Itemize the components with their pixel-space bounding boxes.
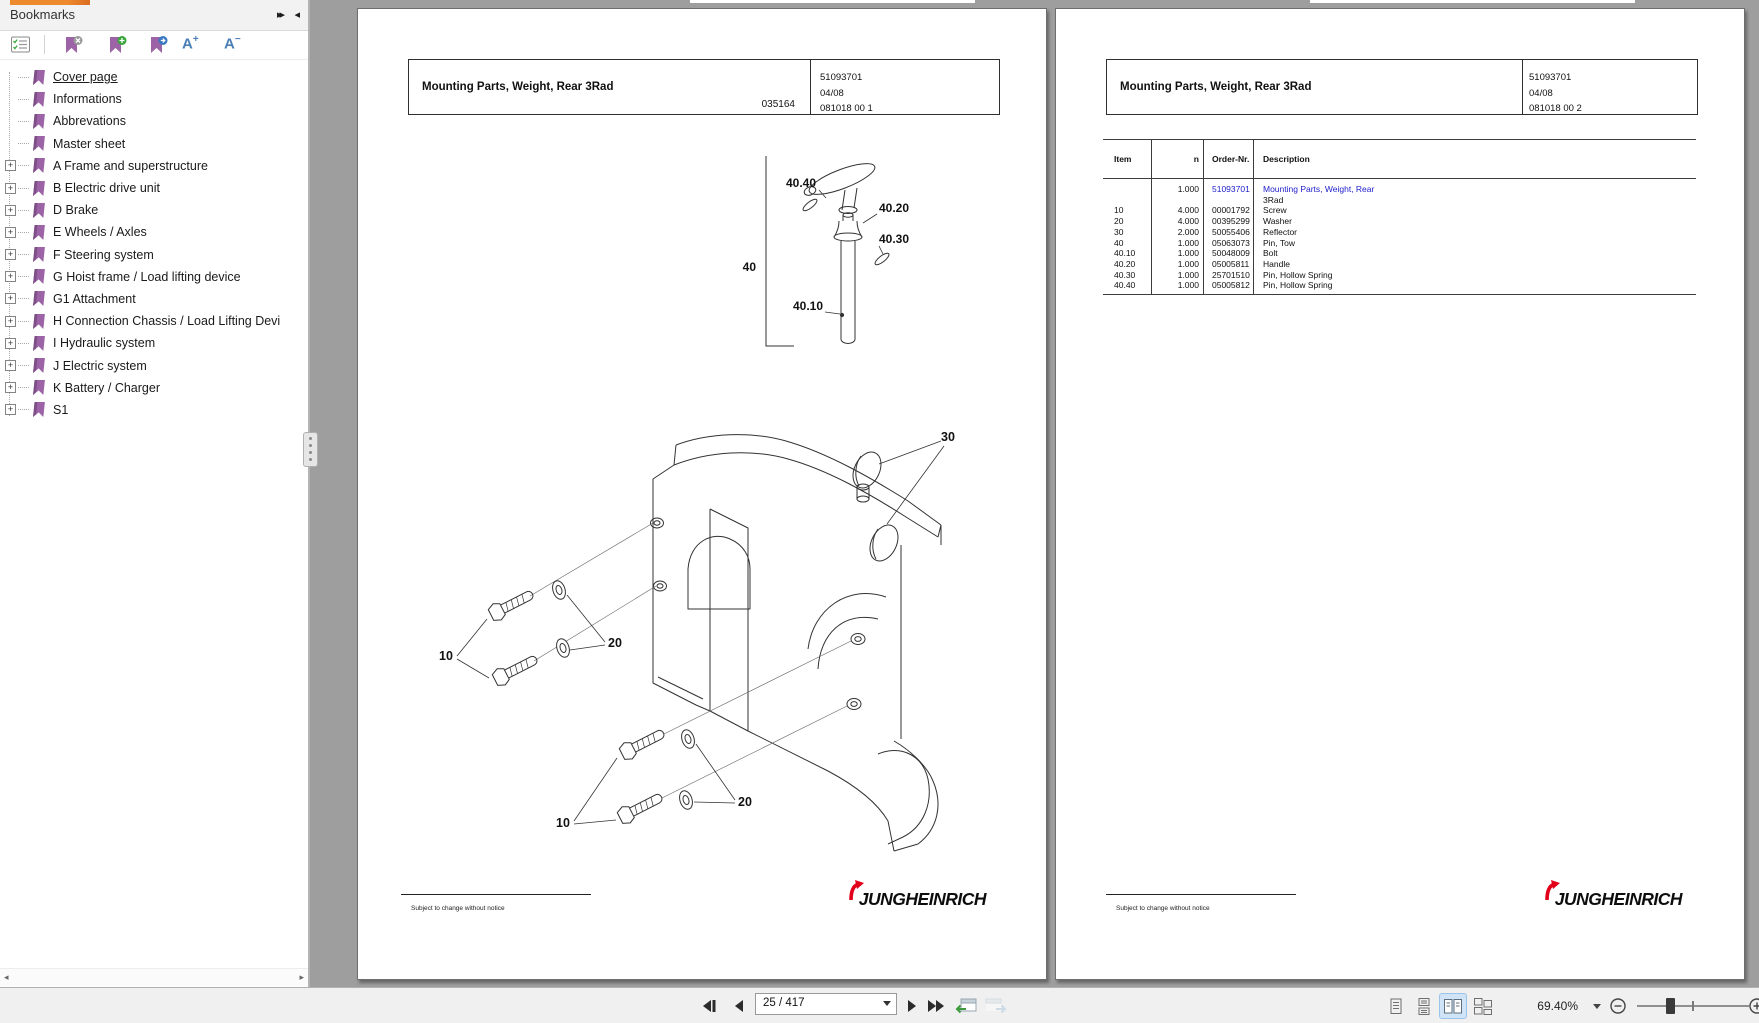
parts-table-row xyxy=(1103,248,1696,259)
locate-bookmark-icon[interactable] xyxy=(149,35,168,55)
cell-description xyxy=(1253,227,1696,238)
parts-table-row xyxy=(1103,184,1696,205)
bookmark-item[interactable] xyxy=(0,399,308,421)
previous-spread-left-page-edge xyxy=(690,0,975,3)
bookmark-label[interactable]: Abbrevations xyxy=(53,114,126,129)
bookmark-icon xyxy=(30,91,47,108)
single-page-icon[interactable] xyxy=(1383,994,1409,1018)
expand-toggle-icon[interactable] xyxy=(5,293,16,304)
footer-rule xyxy=(401,894,591,895)
sheet-number: 035164 xyxy=(761,99,795,110)
tree-connector xyxy=(18,121,29,122)
tree-connector xyxy=(18,254,29,255)
bookmark-icon xyxy=(30,135,47,152)
bookmark-item[interactable] xyxy=(0,66,308,88)
cell-item: 40.30 xyxy=(1114,269,1136,280)
bookmark-icon xyxy=(30,157,47,174)
diagram-label-30: 30 xyxy=(941,430,955,444)
decrease-text-icon[interactable]: A− xyxy=(224,34,241,53)
bookmark-label[interactable]: S1 xyxy=(53,402,69,417)
cell-order-number[interactable]: 05063073 xyxy=(1212,237,1250,248)
bookmark-label[interactable]: J Electric system xyxy=(53,358,147,373)
cell-description xyxy=(1253,248,1696,259)
cell-order-number[interactable]: 00395299 xyxy=(1212,216,1250,227)
logo-text: JUNGHEINRICH xyxy=(858,889,986,909)
bookmark-item[interactable] xyxy=(0,244,308,266)
first-page-icon[interactable] xyxy=(698,994,720,1018)
cell-description xyxy=(1253,259,1696,270)
tree-connector xyxy=(18,365,29,366)
expand-toggle-icon[interactable] xyxy=(5,183,16,194)
diagram-label-20-lower: 20 xyxy=(738,795,752,809)
tree-connector xyxy=(18,188,29,189)
diagram-label-40: 40 xyxy=(742,260,756,274)
zoom-slider-tick xyxy=(1692,1001,1694,1011)
cell-quantity: 1.000 xyxy=(1177,280,1199,291)
bookmark-icon xyxy=(30,69,47,86)
bookmark-label[interactable]: D Brake xyxy=(53,203,99,218)
cell-quantity: 1.000 xyxy=(1177,258,1199,269)
diagram-label-10-lower: 10 xyxy=(556,816,570,830)
parts-table-row xyxy=(1103,270,1696,281)
bookmark-icon xyxy=(30,379,47,396)
diagram-label-40-10: 40.10 xyxy=(792,299,823,313)
table-header-rule xyxy=(1103,178,1696,179)
bookmark-icon xyxy=(30,313,47,330)
diagram-label-40-40: 40.40 xyxy=(785,176,816,190)
date: 04/08 xyxy=(1529,87,1553,99)
drawing-code: 081018 00 2 xyxy=(1529,103,1582,114)
footer-rule xyxy=(1106,894,1296,895)
panel-title: Bookmarks xyxy=(10,7,76,22)
parts-table-row xyxy=(1103,227,1696,238)
previous-spread-right-page-edge xyxy=(1310,0,1635,3)
zoom-dropdown-icon[interactable] xyxy=(1593,1004,1601,1009)
tree-connector xyxy=(18,321,29,322)
expand-toggle-icon[interactable] xyxy=(5,249,16,260)
options-icon[interactable] xyxy=(10,35,31,54)
cell-quantity: 4.000 xyxy=(1177,216,1199,227)
tree-connector xyxy=(18,409,29,410)
tree-connector xyxy=(18,387,29,388)
bookmark-item[interactable] xyxy=(0,288,308,310)
expand-toggle-icon[interactable] xyxy=(5,271,16,282)
bookmark-item[interactable] xyxy=(0,133,308,155)
exploded-parts-diagram xyxy=(358,9,1048,981)
bookmark-label[interactable]: G Hoist frame / Load lifting device xyxy=(53,269,241,284)
jungheinrich-logo xyxy=(1545,889,1682,910)
bookmark-icon xyxy=(30,113,47,130)
cell-order-number[interactable]: 05005812 xyxy=(1212,280,1250,291)
cell-order-number[interactable]: 50055406 xyxy=(1212,226,1250,237)
previous-view-icon[interactable] xyxy=(953,994,979,1018)
col-header-item: Item xyxy=(1114,153,1132,164)
bookmark-label[interactable]: A Frame and superstructure xyxy=(53,158,208,173)
drawing-title: Mounting Parts, Weight, Rear 3Rad xyxy=(422,81,614,93)
sidebar-horizontal-scrollbar[interactable] xyxy=(0,968,308,986)
bookmark-label[interactable]: I Hydraulic system xyxy=(53,336,156,351)
bookmark-label[interactable]: Informations xyxy=(53,92,122,107)
cell-order-number[interactable]: 50048009 xyxy=(1212,248,1250,259)
description-line: Screw xyxy=(1263,205,1287,216)
bookmark-label[interactable]: G1 Attachment xyxy=(53,291,136,306)
bookmark-item[interactable] xyxy=(0,221,308,243)
diagram-label-40-30: 40.30 xyxy=(879,232,910,246)
diagram-label-10-upper: 10 xyxy=(439,649,453,663)
tree-connector xyxy=(18,276,29,277)
bookmark-item[interactable] xyxy=(0,354,308,376)
footer-note: Subject to change without notice xyxy=(1116,905,1210,912)
cell-item: 40 xyxy=(1114,237,1124,248)
cell-quantity: 2.000 xyxy=(1177,226,1199,237)
page-number-value[interactable]: 25 / 417 xyxy=(763,997,805,1009)
col-header-n: n xyxy=(1193,153,1199,164)
scroll-left-icon[interactable]: ◂ xyxy=(4,972,9,982)
bookmark-label[interactable]: B Electric drive unit xyxy=(53,181,160,196)
cell-quantity: 4.000 xyxy=(1177,205,1199,216)
description-line: Handle xyxy=(1263,258,1290,269)
expand-toggle-icon[interactable] xyxy=(5,382,16,393)
bookmark-item[interactable] xyxy=(0,177,308,199)
scroll-right-icon[interactable]: ▸ xyxy=(299,972,304,982)
col-header-description: Description xyxy=(1263,153,1310,164)
bookmark-icon xyxy=(30,401,47,418)
bookmark-label[interactable]: K Battery / Charger xyxy=(53,380,160,395)
next-page-icon[interactable] xyxy=(901,994,923,1018)
page-dropdown-icon[interactable] xyxy=(883,1001,891,1006)
bookmark-label[interactable]: E Wheels / Axles xyxy=(53,225,147,240)
zoom-level-value[interactable]: 69.40% xyxy=(1537,999,1578,1013)
logo-arrow-icon xyxy=(1544,880,1560,902)
header-numbers xyxy=(1529,60,1582,117)
bookmark-icon xyxy=(30,180,47,197)
tree-connector xyxy=(18,165,29,166)
expand-toggle-icon[interactable] xyxy=(5,160,16,171)
zoom-slider-thumb[interactable] xyxy=(1666,998,1675,1014)
expand-toggle-icon[interactable] xyxy=(5,338,16,349)
add-bookmark-icon[interactable] xyxy=(108,35,127,55)
cell-item: 10 xyxy=(1114,205,1124,216)
cell-order-number[interactable]: 25701510 xyxy=(1212,269,1250,280)
part-number: 51093701 xyxy=(820,72,863,83)
bookmark-item[interactable] xyxy=(0,377,308,399)
two-page-continuous-icon[interactable] xyxy=(1470,994,1496,1018)
panel-resize-grabber[interactable] xyxy=(303,432,318,467)
parts-table-header xyxy=(1103,139,1696,178)
cell-description xyxy=(1253,216,1696,227)
continuous-icon[interactable] xyxy=(1411,994,1437,1018)
col-header-order: Order-Nr. xyxy=(1212,153,1250,164)
description-line: Pin, Tow xyxy=(1263,237,1295,248)
last-page-icon[interactable] xyxy=(925,994,947,1018)
description-line: Bolt xyxy=(1263,248,1278,259)
bookmark-icon xyxy=(30,268,47,285)
bookmark-label[interactable]: H Connection Chassis / Load Lifting Devi xyxy=(53,314,281,329)
cell-description xyxy=(1253,205,1696,216)
bookmark-icon xyxy=(30,335,47,352)
cell-quantity: 1.000 xyxy=(1177,237,1199,248)
page-header-box xyxy=(1106,59,1698,115)
bookmark-item[interactable] xyxy=(0,310,308,332)
cell-item: 30 xyxy=(1114,226,1124,237)
expand-toggle-icon[interactable] xyxy=(5,205,16,216)
cell-quantity: 1.000 xyxy=(1177,184,1199,194)
cell-description xyxy=(1253,184,1696,205)
drawing-code: 081018 00 1 xyxy=(820,103,873,114)
cell-order-number[interactable]: 00001792 xyxy=(1212,205,1250,216)
parts-table-body xyxy=(1103,184,1696,291)
bookmark-item[interactable] xyxy=(0,88,308,110)
parts-table-row xyxy=(1103,205,1696,216)
bookmarks-panel xyxy=(0,0,310,987)
zoom-in-icon[interactable] xyxy=(1749,998,1759,1014)
tree-connector xyxy=(18,143,29,144)
cell-order-number[interactable]: 05005811 xyxy=(1212,258,1250,269)
expand-toggle-icon[interactable] xyxy=(5,227,16,238)
next-view-icon[interactable] xyxy=(983,994,1009,1018)
cell-description xyxy=(1253,280,1696,291)
two-page-icon[interactable] xyxy=(1440,994,1466,1018)
tree-connector xyxy=(18,232,29,233)
tree-connector xyxy=(18,210,29,211)
parts-table-row xyxy=(1103,280,1696,291)
tree-connector xyxy=(18,343,29,344)
collapse-panel-icon[interactable]: ◂ xyxy=(294,9,300,21)
bookmark-icon xyxy=(30,246,47,263)
bookmark-item[interactable] xyxy=(0,199,308,221)
previous-page-icon[interactable] xyxy=(728,994,750,1018)
diagram-label-40-20: 40.20 xyxy=(879,201,910,215)
delete-bookmark-icon[interactable] xyxy=(64,35,83,55)
description-line: Pin, Hollow Spring xyxy=(1263,280,1333,291)
logo-arrow-icon xyxy=(848,880,864,902)
parts-table-row xyxy=(1103,259,1696,270)
bookmark-icon xyxy=(30,290,47,307)
tree-connector xyxy=(18,77,29,78)
bookmark-icon xyxy=(30,202,47,219)
bookmark-item[interactable] xyxy=(0,332,308,354)
cell-item: 20 xyxy=(1114,216,1124,227)
tree-connector xyxy=(18,298,29,299)
document-page-left[interactable] xyxy=(357,8,1047,980)
window-accent-strip xyxy=(10,0,90,5)
document-page-right[interactable] xyxy=(1055,8,1745,980)
header-divider xyxy=(1522,60,1523,114)
bookmark-list xyxy=(0,66,308,421)
expand-toggle-icon[interactable] xyxy=(5,404,16,415)
description-line: Washer xyxy=(1263,216,1292,227)
bookmark-item[interactable] xyxy=(0,266,308,288)
bookmark-icon xyxy=(30,224,47,241)
cell-item: 40.10 xyxy=(1114,248,1136,259)
parts-table-row xyxy=(1103,238,1696,249)
description-line: Mounting Parts, Weight, Rear xyxy=(1263,184,1375,194)
bookmark-label[interactable]: Master sheet xyxy=(53,136,126,151)
cell-description xyxy=(1253,238,1696,249)
parts-list-title: Mounting Parts, Weight, Rear 3Rad xyxy=(1120,81,1312,93)
parts-table-row xyxy=(1103,216,1696,227)
zoom-out-icon[interactable] xyxy=(1610,998,1626,1014)
description-line-2: 3Rad xyxy=(1263,194,1284,205)
bookmark-icon xyxy=(30,357,47,374)
cell-description xyxy=(1253,270,1696,281)
cell-order-number[interactable]: 51093701 xyxy=(1212,184,1250,194)
expand-toggle-icon[interactable] xyxy=(5,316,16,327)
cell-item xyxy=(1103,184,1151,205)
cell-item: 40.20 xyxy=(1114,258,1136,269)
description-line: Pin, Hollow Spring xyxy=(1263,269,1333,280)
logo-text: JUNGHEINRICH xyxy=(1554,889,1682,909)
bookmarks-toolbar xyxy=(0,31,308,60)
expand-toggle-icon[interactable] xyxy=(5,360,16,371)
bookmark-item[interactable] xyxy=(0,110,308,132)
page-number-input[interactable] xyxy=(755,993,897,1015)
footer-note: Subject to change without notice xyxy=(411,905,505,912)
jungheinrich-logo xyxy=(849,889,986,910)
increase-text-icon[interactable]: A+ xyxy=(182,34,199,53)
part-number: 51093701 xyxy=(1529,72,1572,83)
bookmark-label[interactable]: Cover page xyxy=(53,70,118,85)
table-bottom-rule xyxy=(1103,294,1696,295)
cell-item: 40.40 xyxy=(1114,280,1136,291)
diagram-label-20-upper: 20 xyxy=(608,636,622,650)
bookmark-label[interactable]: F Steering system xyxy=(53,247,154,262)
bookmark-item[interactable] xyxy=(0,155,308,177)
description-line: Reflector xyxy=(1263,226,1298,237)
toolbar-separator xyxy=(44,35,45,54)
date: 04/08 xyxy=(820,87,844,99)
status-bar xyxy=(0,987,1759,1023)
cell-quantity: 1.000 xyxy=(1177,269,1199,280)
tree-connector xyxy=(18,99,29,100)
cell-quantity: 1.000 xyxy=(1177,248,1199,259)
expand-panel-icon[interactable]: ▸▸ xyxy=(276,9,282,21)
